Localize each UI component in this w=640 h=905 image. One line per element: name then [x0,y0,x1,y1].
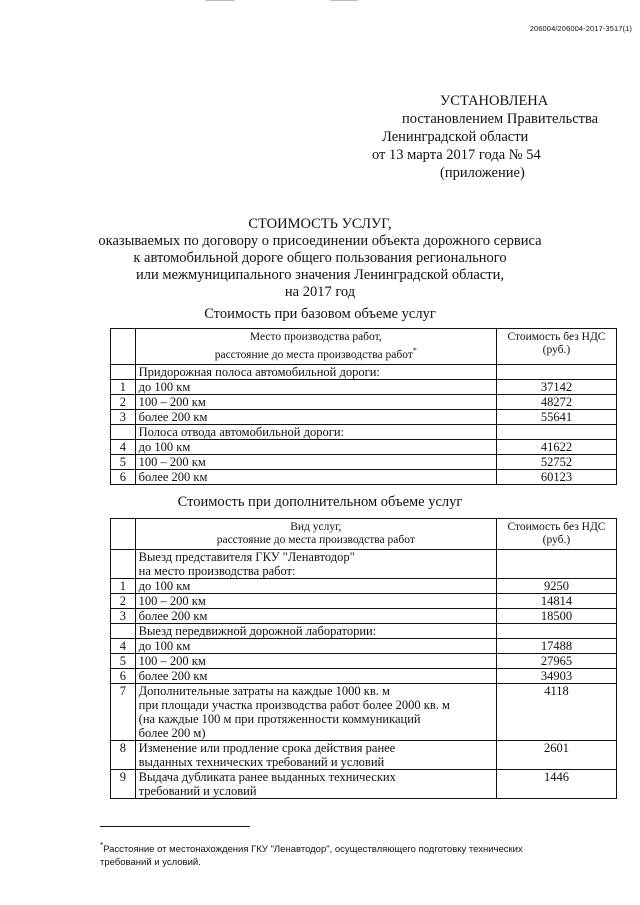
header-text: (руб.) [542,534,571,546]
row-number: 5 [111,654,136,669]
row-number: 7 [111,684,136,741]
header-number-cell [111,329,136,365]
row-desc: 100 – 200 км [135,394,496,409]
table-row [111,741,617,770]
row-desc: до 100 км [135,579,496,594]
section-number-cell [111,550,136,579]
row-price: 9250 [496,579,616,594]
table-header-row [111,329,617,365]
row-desc: 100 – 200 км [135,594,496,609]
title-line: СТОИМОСТЬ УСЛУГ, [248,216,392,232]
table-row [111,469,617,484]
row-price: 1446 [496,770,616,799]
section-number-cell [111,364,136,379]
footnote-divider [100,826,250,827]
row-price: 60123 [496,469,616,484]
footnote-marker: * [100,841,104,850]
row-number: 6 [111,669,136,684]
section-title-line: Выезд представителя ГКУ "Ленавтодор" [138,550,355,564]
title-line: на 2017 год [284,284,356,300]
row-price: 48272 [496,394,616,409]
row-desc-line: Выдача дубликата ранее выданных технических [138,770,396,784]
row-desc: более 200 км [135,669,496,684]
header-text: расстояние до места производства работ [216,534,415,546]
row-desc-line: Дополнительные затраты на каждые 1000 кв. м [138,684,390,698]
header-text: Место производства работ, [249,331,382,343]
row-desc-line: при площади участка производства работ более 2000 кв. м [138,698,450,712]
section-number-cell [111,424,136,439]
header-text-part: расстояние до места производства работ [214,348,413,361]
row-number: 6 [111,469,136,484]
header-price-cell [496,329,616,365]
approval-line: Ленинградской области [382,129,529,145]
row-desc-line: выданных технических требований и условий [138,755,385,769]
approval-line: от 13 марта 2017 года № 54 [372,147,541,163]
row-number: 9 [111,770,136,799]
row-desc: более 200 км [135,409,496,424]
approval-line: УСТАНОВЛЕНА [440,93,549,109]
row-number: 3 [111,609,136,624]
table-header-row [111,519,617,550]
section-row [111,550,617,579]
row-price: 4118 [496,684,616,741]
header-price-cell [496,519,616,550]
row-number: 5 [111,454,136,469]
title-line: к автомобильной дороге общего пользования регионального [133,250,507,266]
scan-artifact [205,0,235,1]
row-price: 37142 [496,379,616,394]
section-row [111,624,617,639]
footnote-marker: * [412,346,417,355]
document-id: 206004/206004-2017-3517(1) [529,24,632,33]
row-price: 2601 [496,741,616,770]
row-desc: 100 – 200 км [135,654,496,669]
table-row [111,379,617,394]
row-price: 41622 [496,439,616,454]
approval-line: постановлением Правительства [402,111,599,127]
section-number-cell [111,624,136,639]
row-number: 2 [111,394,136,409]
row-number: 4 [111,439,136,454]
title-line: или межмуниципального значения Ленинградской области, [136,267,504,283]
scan-artifact [330,0,358,1]
row-desc-line: более 200 м) [138,726,206,740]
table-row [111,669,617,684]
table-row [111,684,617,741]
row-desc: до 100 км [135,639,496,654]
approval-block [372,92,612,182]
header-text: Стоимость без НДС [507,331,606,343]
header-text: Стоимость без НДС [507,521,606,533]
section-row [111,424,617,439]
row-price: 55641 [496,409,616,424]
table-row [111,579,617,594]
row-desc: 100 – 200 км [135,454,496,469]
row-desc: до 100 км [135,439,496,454]
section-title-line: на место производства работ: [138,564,296,578]
section-row [111,364,617,379]
row-number: 1 [111,379,136,394]
row-number: 8 [111,741,136,770]
row-price: 14814 [496,594,616,609]
row-desc [135,770,496,799]
section-title: Полоса отвода автомобильной дороги: [135,424,496,439]
row-number: 3 [111,409,136,424]
table-row [111,770,617,799]
table-row [111,454,617,469]
table-row [111,409,617,424]
section-price-cell [496,364,616,379]
additional-cost-table [110,518,617,799]
approval-line: (приложение) [440,165,525,181]
table-row [111,639,617,654]
row-desc: до 100 км [135,379,496,394]
footnote [100,839,570,869]
row-price: 52752 [496,454,616,469]
header-text: (руб.) [542,344,571,356]
row-number: 1 [111,579,136,594]
table-row [111,439,617,454]
row-desc-line: требований и условий [138,784,257,798]
header-text: Вид услуг, [290,521,342,533]
table2-caption: Стоимость при дополнительном объеме услуг [177,494,463,510]
section-title [135,550,496,579]
row-desc-line: (на каждые 100 м при протяженности коммуникаций [138,712,421,726]
row-desc: более 200 км [135,469,496,484]
section-price-cell [496,550,616,579]
table-row [111,654,617,669]
title-line: оказываемых по договору о присоединении объекта дорожного сервиса [98,233,542,249]
header-desc-cell [135,519,496,550]
row-number: 4 [111,639,136,654]
header-desc-cell [135,329,496,365]
row-price: 27965 [496,654,616,669]
table-row [111,609,617,624]
base-cost-table [110,328,617,485]
section-title: Придорожная полоса автомобильной дороги: [135,364,496,379]
row-number: 2 [111,594,136,609]
row-price: 34903 [496,669,616,684]
row-desc-line: Изменение или продление срока действия ранее [138,741,396,755]
section-price-cell [496,624,616,639]
row-desc: более 200 км [135,609,496,624]
row-price: 18500 [496,609,616,624]
row-desc [135,741,496,770]
row-desc [135,684,496,741]
footnote-text: Расстояние от местонахождения ГКУ "Ленавтодор", осуществляющего подготовку технических требований и условий. [100,844,523,869]
table-row [111,394,617,409]
header-text [139,344,493,362]
section-title: Выезд передвижной дорожной лаборатории: [135,624,496,639]
section-price-cell [496,424,616,439]
table1-caption: Стоимость при базовом объеме услуг [204,306,436,322]
header-number-cell [111,519,136,550]
table-row [111,594,617,609]
row-price: 17488 [496,639,616,654]
